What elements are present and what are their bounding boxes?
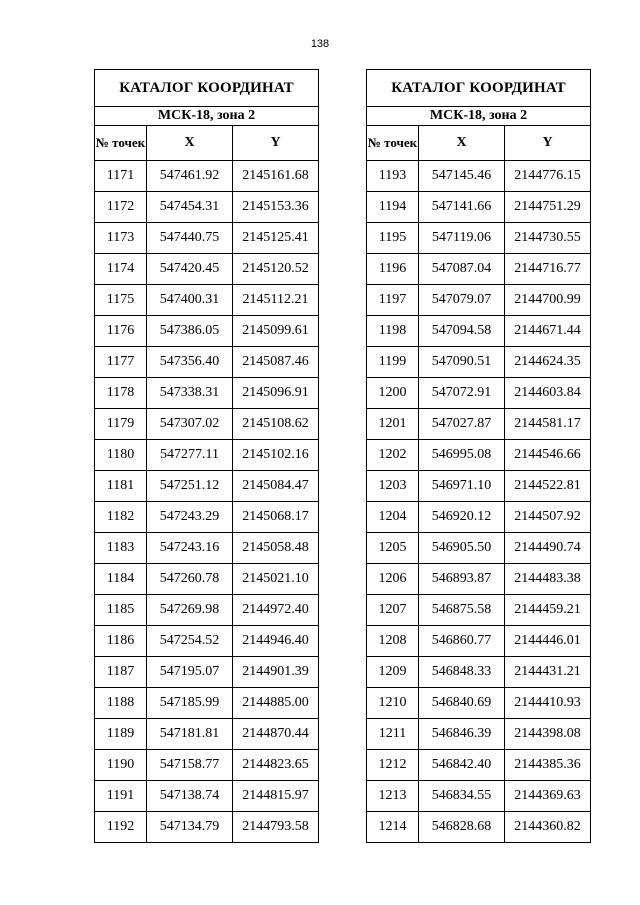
point-number-cell: 1205: [367, 533, 419, 564]
y-coordinate-cell: 2144624.35: [505, 347, 591, 378]
point-number-cell: 1213: [367, 781, 419, 812]
y-coordinate-cell: 2144410.93: [505, 688, 591, 719]
table-row: [367, 750, 591, 781]
table-row: [95, 812, 319, 843]
table-title: КАТАЛОГ КООРДИНАТ: [95, 70, 319, 107]
table-row: [95, 657, 319, 688]
point-number-cell: 1202: [367, 440, 419, 471]
point-number-cell: 1198: [367, 316, 419, 347]
table-row: [95, 533, 319, 564]
x-coordinate-cell: 547356.40: [147, 347, 233, 378]
point-number-cell: 1207: [367, 595, 419, 626]
column-header-x: X: [419, 126, 505, 161]
y-coordinate-cell: 2144385.36: [505, 750, 591, 781]
point-number-cell: 1181: [95, 471, 147, 502]
table-row: [367, 347, 591, 378]
y-coordinate-cell: 2144730.55: [505, 223, 591, 254]
x-coordinate-cell: 547243.29: [147, 502, 233, 533]
y-coordinate-cell: 2144603.84: [505, 378, 591, 409]
table-row: [367, 254, 591, 285]
point-number-cell: 1174: [95, 254, 147, 285]
table-row: [95, 688, 319, 719]
table-row: [367, 378, 591, 409]
x-coordinate-cell: 546893.87: [419, 564, 505, 595]
y-coordinate-cell: 2145120.52: [233, 254, 319, 285]
table-title: КАТАЛОГ КООРДИНАТ: [367, 70, 591, 107]
point-number-cell: 1208: [367, 626, 419, 657]
point-number-cell: 1203: [367, 471, 419, 502]
table-row: [367, 688, 591, 719]
point-number-cell: 1196: [367, 254, 419, 285]
table-row: [367, 440, 591, 471]
table-row: [367, 595, 591, 626]
x-coordinate-cell: 547027.87: [419, 409, 505, 440]
point-number-cell: 1200: [367, 378, 419, 409]
y-coordinate-cell: 2144901.39: [233, 657, 319, 688]
y-coordinate-cell: 2145099.61: [233, 316, 319, 347]
table-row: [367, 657, 591, 688]
point-number-cell: 1176: [95, 316, 147, 347]
y-coordinate-cell: 2144483.38: [505, 564, 591, 595]
y-coordinate-cell: 2144398.08: [505, 719, 591, 750]
column-header-x: X: [147, 126, 233, 161]
x-coordinate-cell: 546840.69: [419, 688, 505, 719]
table-row: [95, 719, 319, 750]
x-coordinate-cell: 547087.04: [419, 254, 505, 285]
x-coordinate-cell: 546875.58: [419, 595, 505, 626]
x-coordinate-cell: 547134.79: [147, 812, 233, 843]
x-coordinate-cell: 546834.55: [419, 781, 505, 812]
y-coordinate-cell: 2145068.17: [233, 502, 319, 533]
y-coordinate-cell: 2144446.01: [505, 626, 591, 657]
table-row: [95, 564, 319, 595]
x-coordinate-cell: 546920.12: [419, 502, 505, 533]
table-row: [367, 533, 591, 564]
y-coordinate-cell: 2145021.10: [233, 564, 319, 595]
x-coordinate-cell: 547181.81: [147, 719, 233, 750]
table-row: [367, 471, 591, 502]
coordinate-catalog-table-left: [94, 69, 319, 843]
x-coordinate-cell: 546971.10: [419, 471, 505, 502]
point-number-cell: 1175: [95, 285, 147, 316]
y-coordinate-cell: 2145084.47: [233, 471, 319, 502]
x-coordinate-cell: 547079.07: [419, 285, 505, 316]
point-number-cell: 1197: [367, 285, 419, 316]
x-coordinate-cell: 547461.92: [147, 161, 233, 192]
point-number-cell: 1178: [95, 378, 147, 409]
point-number-cell: 1201: [367, 409, 419, 440]
point-number-cell: 1199: [367, 347, 419, 378]
x-coordinate-cell: 546828.68: [419, 812, 505, 843]
x-coordinate-cell: 546842.40: [419, 750, 505, 781]
point-number-cell: 1173: [95, 223, 147, 254]
coordinate-system-subtitle: МСК-18, зона 2: [95, 107, 319, 126]
x-coordinate-cell: 547269.98: [147, 595, 233, 626]
x-coordinate-cell: 547440.75: [147, 223, 233, 254]
y-coordinate-cell: 2145096.91: [233, 378, 319, 409]
point-number-cell: 1188: [95, 688, 147, 719]
x-coordinate-cell: 547277.11: [147, 440, 233, 471]
table-row: [95, 223, 319, 254]
y-coordinate-cell: 2144776.15: [505, 161, 591, 192]
y-coordinate-cell: 2145112.21: [233, 285, 319, 316]
table-row: [367, 223, 591, 254]
y-coordinate-cell: 2144972.40: [233, 595, 319, 626]
page-number: 138: [310, 38, 330, 50]
y-coordinate-cell: 2144716.77: [505, 254, 591, 285]
x-coordinate-cell: 547386.05: [147, 316, 233, 347]
table-row: [95, 781, 319, 812]
point-number-cell: 1214: [367, 812, 419, 843]
table-row: [367, 564, 591, 595]
point-number-cell: 1186: [95, 626, 147, 657]
table-row: [95, 378, 319, 409]
table-row: [95, 285, 319, 316]
x-coordinate-cell: 547072.91: [419, 378, 505, 409]
table-row: [95, 316, 319, 347]
x-coordinate-cell: 546848.33: [419, 657, 505, 688]
table-row: [95, 471, 319, 502]
column-header-y: Y: [233, 126, 319, 161]
point-number-cell: 1180: [95, 440, 147, 471]
y-coordinate-cell: 2144870.44: [233, 719, 319, 750]
y-coordinate-cell: 2145125.41: [233, 223, 319, 254]
table-row: [95, 192, 319, 223]
y-coordinate-cell: 2145153.36: [233, 192, 319, 223]
table-row: [367, 192, 591, 223]
point-number-cell: 1177: [95, 347, 147, 378]
point-number-cell: 1172: [95, 192, 147, 223]
y-coordinate-cell: 2145058.48: [233, 533, 319, 564]
x-coordinate-cell: 547400.31: [147, 285, 233, 316]
point-number-cell: 1195: [367, 223, 419, 254]
table-row: [95, 626, 319, 657]
point-number-cell: 1185: [95, 595, 147, 626]
table-row: [95, 254, 319, 285]
y-coordinate-cell: 2145087.46: [233, 347, 319, 378]
table-row: [367, 626, 591, 657]
point-number-cell: 1183: [95, 533, 147, 564]
y-coordinate-cell: 2144793.58: [233, 812, 319, 843]
point-number-cell: 1211: [367, 719, 419, 750]
y-coordinate-cell: 2144885.00: [233, 688, 319, 719]
y-coordinate-cell: 2144700.99: [505, 285, 591, 316]
point-number-cell: 1209: [367, 657, 419, 688]
x-coordinate-cell: 547338.31: [147, 378, 233, 409]
column-header-point-number: № точек: [367, 126, 419, 161]
y-coordinate-cell: 2144369.63: [505, 781, 591, 812]
y-coordinate-cell: 2144459.21: [505, 595, 591, 626]
x-coordinate-cell: 546995.08: [419, 440, 505, 471]
y-coordinate-cell: 2145108.62: [233, 409, 319, 440]
x-coordinate-cell: 547195.07: [147, 657, 233, 688]
table-row: [367, 161, 591, 192]
point-number-cell: 1190: [95, 750, 147, 781]
point-number-cell: 1193: [367, 161, 419, 192]
x-coordinate-cell: 547307.02: [147, 409, 233, 440]
table-row: [367, 812, 591, 843]
y-coordinate-cell: 2144507.92: [505, 502, 591, 533]
y-coordinate-cell: 2144522.81: [505, 471, 591, 502]
table-row: [95, 502, 319, 533]
y-coordinate-cell: 2144671.44: [505, 316, 591, 347]
x-coordinate-cell: 547243.16: [147, 533, 233, 564]
y-coordinate-cell: 2145102.16: [233, 440, 319, 471]
table-row: [95, 347, 319, 378]
coordinate-catalog-table-right: [366, 69, 591, 843]
y-coordinate-cell: 2144581.17: [505, 409, 591, 440]
coordinate-system-subtitle: МСК-18, зона 2: [367, 107, 591, 126]
x-coordinate-cell: 547090.51: [419, 347, 505, 378]
table-row: [367, 409, 591, 440]
x-coordinate-cell: 547185.99: [147, 688, 233, 719]
x-coordinate-cell: 547420.45: [147, 254, 233, 285]
x-coordinate-cell: 546905.50: [419, 533, 505, 564]
column-header-point-number: № точек: [95, 126, 147, 161]
point-number-cell: 1204: [367, 502, 419, 533]
y-coordinate-cell: 2144360.82: [505, 812, 591, 843]
y-coordinate-cell: 2144946.40: [233, 626, 319, 657]
point-number-cell: 1182: [95, 502, 147, 533]
point-number-cell: 1194: [367, 192, 419, 223]
x-coordinate-cell: 547141.66: [419, 192, 505, 223]
point-number-cell: 1189: [95, 719, 147, 750]
x-coordinate-cell: 546846.39: [419, 719, 505, 750]
y-coordinate-cell: 2144431.21: [505, 657, 591, 688]
x-coordinate-cell: 547158.77: [147, 750, 233, 781]
x-coordinate-cell: 547260.78: [147, 564, 233, 595]
table-row: [95, 409, 319, 440]
point-number-cell: 1184: [95, 564, 147, 595]
y-coordinate-cell: 2144751.29: [505, 192, 591, 223]
point-number-cell: 1191: [95, 781, 147, 812]
point-number-cell: 1210: [367, 688, 419, 719]
table-row: [367, 719, 591, 750]
x-coordinate-cell: 547094.58: [419, 316, 505, 347]
point-number-cell: 1187: [95, 657, 147, 688]
y-coordinate-cell: 2144490.74: [505, 533, 591, 564]
table-row: [367, 502, 591, 533]
x-coordinate-cell: 547138.74: [147, 781, 233, 812]
x-coordinate-cell: 546860.77: [419, 626, 505, 657]
point-number-cell: 1212: [367, 750, 419, 781]
table-row: [95, 440, 319, 471]
column-header-y: Y: [505, 126, 591, 161]
x-coordinate-cell: 547254.52: [147, 626, 233, 657]
y-coordinate-cell: 2144823.65: [233, 750, 319, 781]
x-coordinate-cell: 547145.46: [419, 161, 505, 192]
point-number-cell: 1179: [95, 409, 147, 440]
table-row: [95, 161, 319, 192]
table-row: [95, 595, 319, 626]
point-number-cell: 1171: [95, 161, 147, 192]
point-number-cell: 1192: [95, 812, 147, 843]
table-row: [367, 781, 591, 812]
y-coordinate-cell: 2144546.66: [505, 440, 591, 471]
table-row: [367, 316, 591, 347]
point-number-cell: 1206: [367, 564, 419, 595]
x-coordinate-cell: 547251.12: [147, 471, 233, 502]
table-row: [95, 750, 319, 781]
table-row: [367, 285, 591, 316]
x-coordinate-cell: 547454.31: [147, 192, 233, 223]
y-coordinate-cell: 2145161.68: [233, 161, 319, 192]
x-coordinate-cell: 547119.06: [419, 223, 505, 254]
y-coordinate-cell: 2144815.97: [233, 781, 319, 812]
